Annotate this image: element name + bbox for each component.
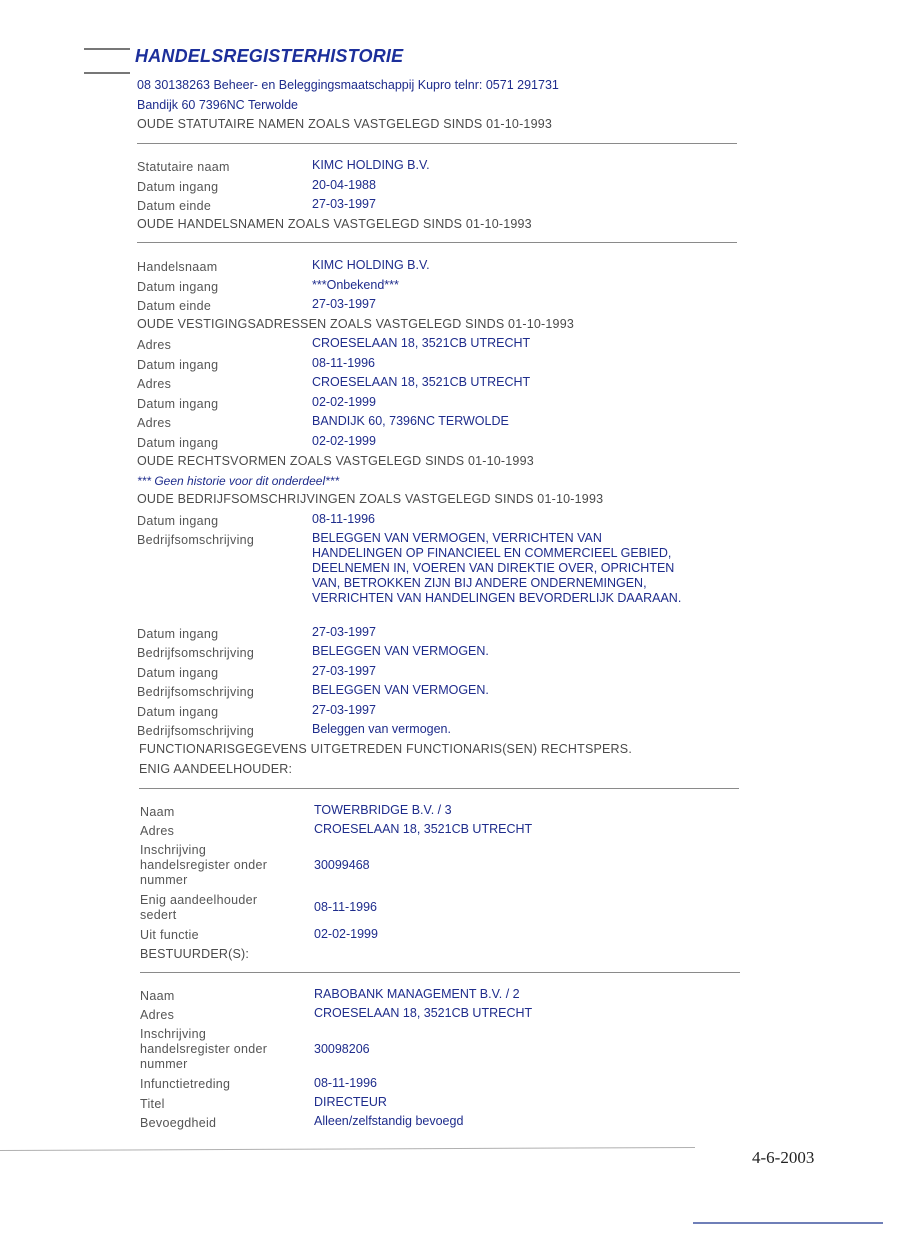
field-value: 27-03-1997	[312, 664, 376, 678]
field-label: Adres	[140, 1008, 175, 1022]
field-value: BANDIJK 60, 7396NC TERWOLDE	[312, 414, 509, 428]
field-label: Bevoegdheid	[140, 1116, 217, 1130]
field-label: Datum ingang	[137, 436, 219, 450]
field-value: BELEGGEN VAN VERMOGEN.	[312, 683, 489, 697]
field-label-multiline: Inschrijving handelsregister onder nummer	[140, 843, 268, 887]
field-value: CROESELAAN 18, 3521CB UTRECHT	[314, 1006, 533, 1020]
field-value: 02-02-1999	[312, 395, 376, 409]
field-label: Bedrijfsomschrijving	[137, 724, 255, 738]
field-label: Bedrijfsomschrijving	[137, 533, 255, 547]
field-label-multiline: Enig aandeelhouder sedert	[140, 893, 258, 922]
vestigingsadressen-heading: OUDE VESTIGINGSADRESSEN ZOALS VASTGELEGD SINDS 01-10-1993	[137, 317, 574, 331]
field-label: Adres	[137, 338, 172, 352]
section-divider	[137, 143, 737, 144]
section-divider	[137, 242, 737, 243]
field-value: 30099468	[314, 858, 370, 872]
page-title: HANDELSREGISTERHISTORIE	[135, 46, 404, 66]
field-value: 20-04-1988	[312, 178, 376, 192]
statutaire-heading: OUDE STATUTAIRE NAMEN ZOALS VASTGELEGD SINDS 01-10-1993	[137, 117, 553, 131]
section-divider	[139, 788, 739, 789]
field-value: Alleen/zelfstandig bevoegd	[314, 1114, 464, 1128]
field-label: Adres	[137, 377, 172, 391]
field-label: Infunctietreding	[140, 1077, 231, 1091]
field-label: Naam	[140, 989, 175, 1003]
field-label: Naam	[140, 805, 175, 819]
field-label: Datum einde	[137, 199, 212, 213]
field-value: BELEGGEN VAN VERMOGEN.	[312, 644, 489, 658]
field-label: Adres	[137, 416, 172, 430]
field-value: 08-11-1996	[312, 356, 376, 370]
field-value: 30098206	[314, 1042, 370, 1056]
header-rule-top	[84, 48, 130, 50]
field-value: 27-03-1997	[312, 297, 376, 311]
field-label: Datum ingang	[137, 180, 219, 194]
field-value: CROESELAAN 18, 3521CB UTRECHT	[314, 822, 533, 836]
address-line: Bandijk 60 7396NC Terwolde	[137, 98, 298, 112]
field-value: TOWERBRIDGE B.V. / 3	[314, 803, 452, 817]
field-label: Bedrijfsomschrijving	[137, 646, 255, 660]
field-value: 08-11-1996	[314, 1076, 378, 1090]
field-label: Datum ingang	[137, 705, 219, 719]
field-label: Datum ingang	[137, 280, 219, 294]
field-value: 08-11-1996	[312, 512, 376, 526]
field-label: Datum ingang	[137, 358, 219, 372]
section-divider	[140, 972, 740, 973]
field-value: RABOBANK MANAGEMENT B.V. / 2	[314, 987, 520, 1001]
field-value: KIMC HOLDING B.V.	[312, 258, 430, 272]
no-history-note: *** Geen historie voor dit onderdeel***	[137, 474, 340, 488]
field-value: 02-02-1999	[314, 927, 378, 941]
field-value-multiline: BELEGGEN VAN VERMOGEN, VERRICHTEN VAN HANDELINGEN OP FINANCIEEL EN COMMERCIEEL GEBIED, DEELNEMEN IN, VOEREN VAN DIREKTIE OVER, OPRICHTEN VAN, BETROKKEN ZIJN BIJ ANDERE ONDERNEMINGEN, VERRICHTEN VAN HANDELINGEN BEVORDERLIJK DAARAAN.	[312, 531, 682, 605]
field-value: ***Onbekend***	[312, 278, 399, 292]
bedrijfsomschrijvingen-heading: OUDE BEDRIJFSOMSCHRIJVINGEN ZOALS VASTGELEGD SINDS 01-10-1993	[137, 492, 604, 506]
document-date: 4-6-2003	[752, 1148, 815, 1167]
field-value: 27-03-1997	[312, 703, 376, 717]
signature-line	[693, 1222, 883, 1224]
field-label-multiline: Inschrijving handelsregister onder nummer	[140, 1027, 268, 1071]
field-label: Datum einde	[137, 299, 212, 313]
functionarissen-heading: FUNCTIONARISGEGEVENS UITGETREDEN FUNCTIONARIS(SEN) RECHTSPERS.	[139, 742, 632, 756]
field-value: Beleggen van vermogen.	[312, 722, 451, 736]
field-value: DIRECTEUR	[314, 1095, 387, 1109]
handelsnamen-heading: OUDE HANDELSNAMEN ZOALS VASTGELEGD SINDS 01-10-1993	[137, 217, 532, 231]
field-label: Datum ingang	[137, 627, 219, 641]
field-value: 27-03-1997	[312, 197, 376, 211]
footer-divider	[0, 1147, 695, 1151]
field-value: 02-02-1999	[312, 434, 376, 448]
field-value: CROESELAAN 18, 3521CB UTRECHT	[312, 336, 531, 350]
bestuurders-heading: BESTUURDER(S):	[140, 947, 250, 961]
company-line: 08 30138263 Beheer- en Beleggingsmaatschappij Kupro telnr: 0571 291731	[137, 78, 559, 92]
field-label: Datum ingang	[137, 514, 219, 528]
field-label: Titel	[140, 1097, 165, 1111]
rechtsvormen-heading: OUDE RECHTSVORMEN ZOALS VASTGELEGD SINDS 01-10-1993	[137, 454, 534, 468]
field-label: Statutaire naam	[137, 160, 230, 174]
header-rule-bottom	[84, 72, 130, 74]
field-value: CROESELAAN 18, 3521CB UTRECHT	[312, 375, 531, 389]
field-label: Handelsnaam	[137, 260, 218, 274]
field-label: Uit functie	[140, 928, 199, 942]
field-label: Bedrijfsomschrijving	[137, 685, 255, 699]
field-label: Datum ingang	[137, 397, 219, 411]
field-label: Adres	[140, 824, 175, 838]
field-value: KIMC HOLDING B.V.	[312, 158, 430, 172]
field-label: Datum ingang	[137, 666, 219, 680]
field-value: 27-03-1997	[312, 625, 376, 639]
field-value: 08-11-1996	[314, 900, 378, 914]
enig-aandeelhouder-heading: ENIG AANDEELHOUDER:	[139, 762, 293, 776]
